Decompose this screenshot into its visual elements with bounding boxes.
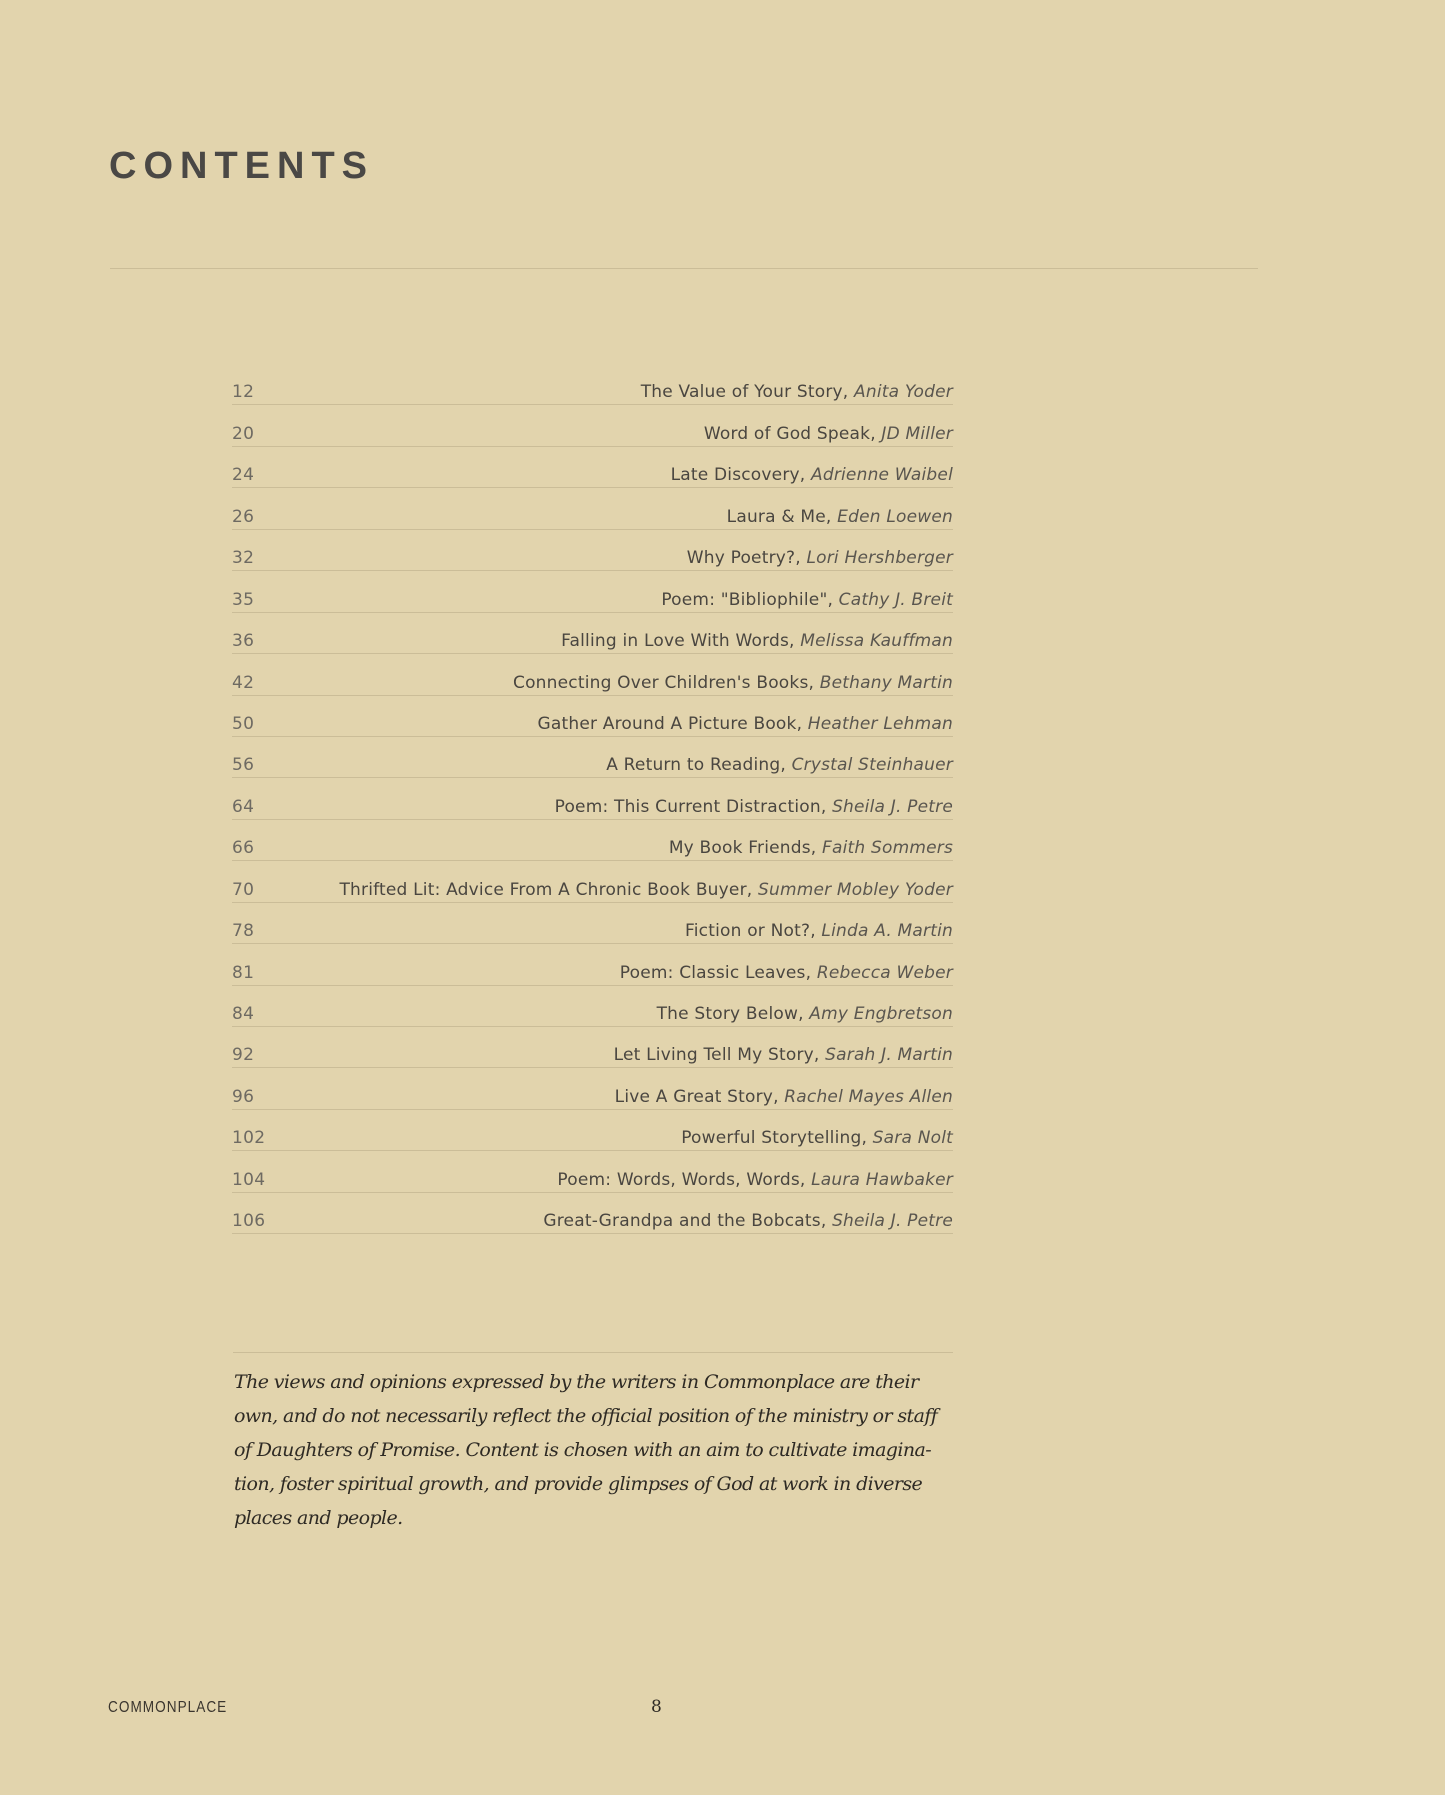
- toc-article-title: Poem: Classic Leaves,: [619, 962, 812, 983]
- toc-author: JD Miller: [881, 423, 953, 444]
- toc-article-title: Live A Great Story,: [614, 1086, 779, 1107]
- toc-author: Cathy J. Breit: [838, 589, 953, 610]
- toc-entry[interactable]: [232, 1193, 953, 1234]
- toc-article-title: A Return to Reading,: [606, 755, 786, 776]
- toc-entry[interactable]: [232, 447, 953, 488]
- footer-page-number: 8: [651, 1697, 662, 1717]
- toc-author: Rebecca Weber: [816, 962, 953, 983]
- toc-page-number: 26: [232, 506, 255, 527]
- toc-article-title: Late Discovery,: [670, 465, 806, 486]
- toc-author: Melissa Kauffman: [800, 631, 953, 652]
- toc-article-title: My Book Friends,: [668, 838, 817, 859]
- toc-entry-text: [292, 1170, 953, 1190]
- toc-page-number: 106: [232, 1211, 266, 1232]
- toc-entry[interactable]: [232, 903, 953, 944]
- toc-author: Summer Mobley Yoder: [757, 879, 953, 900]
- toc-article-title: The Story Below,: [656, 1004, 804, 1024]
- toc-entry-text: [292, 673, 953, 693]
- toc-entry[interactable]: [232, 1151, 953, 1192]
- toc-page-number: 96: [232, 1086, 255, 1107]
- toc-entry[interactable]: [232, 364, 953, 405]
- toc-author: Sara Nolt: [872, 1128, 953, 1149]
- toc-entry[interactable]: [232, 405, 953, 446]
- toc-page-number: 32: [232, 548, 255, 569]
- title-divider: [110, 268, 1258, 269]
- toc-article-title: Laura & Me,: [726, 506, 832, 527]
- toc-entry-text: [292, 921, 953, 941]
- toc-author: Crystal Steinhauer: [791, 755, 953, 776]
- toc-entry[interactable]: [232, 654, 953, 695]
- toc-entry[interactable]: [232, 696, 953, 737]
- toc-entry-text: [292, 797, 953, 817]
- toc-page-number: 50: [232, 713, 255, 734]
- toc-page-number: 104: [232, 1169, 266, 1190]
- toc-entry[interactable]: [232, 488, 953, 529]
- toc-author: Heather Lehman: [807, 713, 953, 734]
- toc-page-number: 84: [232, 1004, 255, 1024]
- toc-page-number: 56: [232, 755, 255, 776]
- toc-entry[interactable]: [232, 820, 953, 861]
- toc-author: Sarah J. Martin: [825, 1045, 953, 1066]
- toc-article-title: Powerful Storytelling,: [681, 1128, 868, 1149]
- toc-page-number: 35: [232, 589, 255, 610]
- toc-entry-text: [292, 963, 953, 983]
- toc-page-number: 81: [232, 962, 255, 983]
- toc-author: Rachel Mayes Allen: [784, 1086, 953, 1107]
- toc-entry[interactable]: [232, 778, 953, 819]
- toc-entry[interactable]: [232, 613, 953, 654]
- toc-entry-text: [292, 631, 953, 651]
- toc-author: Lori Hershberger: [806, 548, 953, 569]
- toc-entry-text: [292, 465, 953, 485]
- toc-page-number: 66: [232, 838, 255, 859]
- toc-entry[interactable]: [232, 861, 953, 902]
- toc-article-title: Gather Around A Picture Book,: [537, 713, 803, 734]
- toc-entry-text: [292, 755, 953, 775]
- toc-entry-text: [292, 590, 953, 610]
- toc-entry-text: [292, 382, 953, 402]
- page-title: CONTENTS: [109, 145, 374, 187]
- toc-author: Linda A. Martin: [821, 921, 953, 942]
- disclaimer-divider: [233, 1352, 953, 1353]
- toc-page-number: 42: [232, 672, 255, 693]
- toc-article-title: Thrifted Lit: Advice From A Chronic Book Buyer,: [339, 879, 753, 900]
- toc-entry-text: [292, 838, 953, 858]
- toc-article-title: Word of God Speak,: [703, 423, 876, 444]
- toc-author: Anita Yoder: [854, 382, 953, 403]
- toc-page-number: 78: [232, 921, 255, 942]
- disclaimer-text: The views and opinions expressed by the writers in Commonplace are their own, and do not necessarily reflect the official position of the ministry or staff of Daughters of Promise. Content is chosen with an aim to cultivate imagina-tion, foster spiritual growth, and provide glimpses of God at work in diverse places and people.: [234, 1371, 938, 1529]
- toc-entry-text: [292, 424, 953, 444]
- toc-page-number: 20: [232, 423, 255, 444]
- toc-entry-text: [292, 507, 953, 527]
- footer-brand: COMMONPLACE: [108, 1699, 228, 1716]
- toc-entry-text: [292, 1211, 953, 1231]
- toc-entry-text: [292, 1045, 953, 1065]
- toc-author: Adrienne Waibel: [811, 465, 953, 486]
- toc-entry-text: [292, 1087, 953, 1107]
- toc-article-title: Poem: Words, Words, Words,: [557, 1169, 806, 1190]
- toc-entry[interactable]: [232, 986, 953, 1027]
- toc-article-title: Great-Grandpa and the Bobcats,: [543, 1211, 827, 1232]
- toc-author: Eden Loewen: [837, 506, 953, 527]
- toc-author: Sheila J. Petre: [832, 1211, 953, 1232]
- toc-page-number: 36: [232, 631, 255, 652]
- toc-entry-text: [292, 548, 953, 568]
- toc-author: Laura Hawbaker: [811, 1169, 953, 1190]
- toc-article-title: Let Living Tell My Story,: [613, 1045, 820, 1066]
- toc-author: Sheila J. Petre: [832, 796, 953, 817]
- toc-page-number: 92: [232, 1045, 255, 1066]
- toc-page-number: 24: [232, 465, 255, 486]
- toc-article-title: Fiction or Not?,: [685, 921, 816, 942]
- toc-author: Faith Sommers: [822, 838, 953, 859]
- toc-entry[interactable]: [232, 944, 953, 985]
- toc-page-number: 64: [232, 796, 255, 817]
- toc-article-title: Falling in Love With Words,: [561, 631, 795, 652]
- toc-entry-text: [292, 714, 953, 734]
- toc-entry-text: [292, 1004, 953, 1024]
- toc-page-number: 70: [232, 879, 255, 900]
- toc-entry[interactable]: [232, 1068, 953, 1109]
- toc-page-number: 102: [232, 1128, 266, 1149]
- toc-entry[interactable]: [232, 530, 953, 571]
- toc-page-number: 12: [232, 382, 255, 403]
- toc-author: Bethany Martin: [819, 672, 953, 693]
- toc-article-title: Poem: This Current Distraction,: [554, 796, 827, 817]
- toc-entry[interactable]: [232, 1027, 953, 1068]
- toc-article-title: The Value of Your Story,: [640, 382, 849, 403]
- toc-article-title: Poem: "Bibliophile",: [661, 589, 834, 610]
- toc-article-title: Why Poetry?,: [686, 548, 801, 569]
- toc-article-title: Connecting Over Children's Books,: [513, 672, 815, 693]
- toc-author: Amy Engbretson: [809, 1004, 953, 1024]
- table-of-contents: [232, 364, 953, 1234]
- toc-entry[interactable]: [232, 737, 953, 778]
- toc-entry-text: [292, 1128, 953, 1148]
- toc-entry[interactable]: [232, 571, 953, 612]
- toc-entry-text: [292, 880, 953, 900]
- toc-entry[interactable]: [232, 1110, 953, 1151]
